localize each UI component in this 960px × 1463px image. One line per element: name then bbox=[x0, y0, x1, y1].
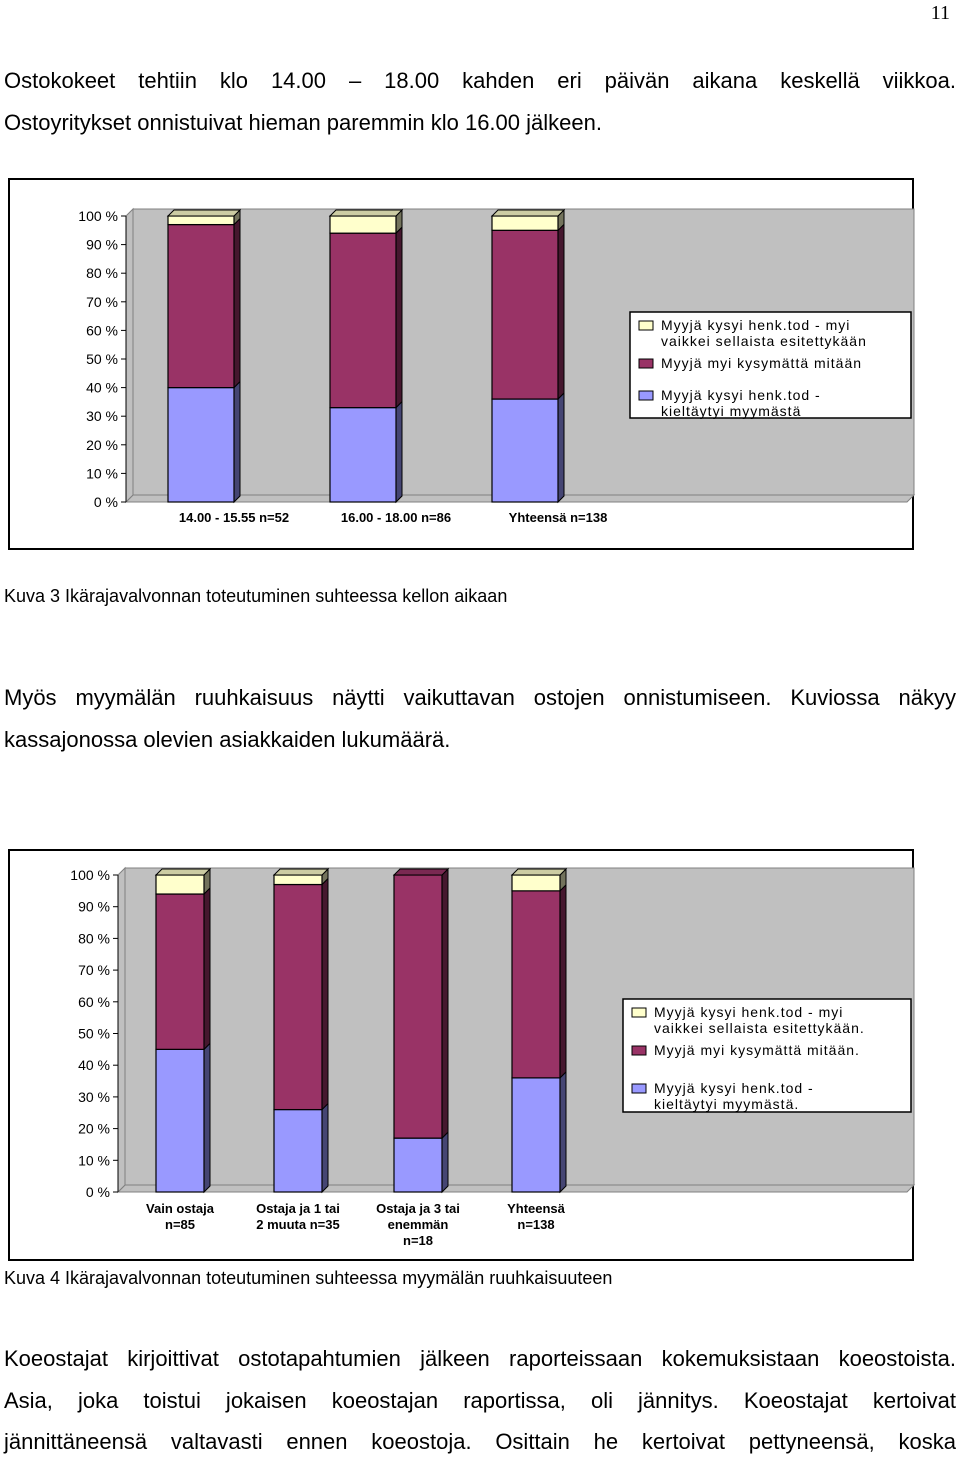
y-tick-label: 60 % bbox=[86, 322, 118, 339]
bar-side bbox=[560, 1072, 566, 1192]
legend-entry-line: Myyjä kysyi henk.tod - myi bbox=[661, 317, 851, 333]
chart-side-wall bbox=[126, 209, 133, 502]
x-category-line: n=18 bbox=[403, 1233, 433, 1248]
bar-segment bbox=[156, 875, 204, 894]
x-category-label bbox=[507, 1201, 566, 1232]
bar-segment bbox=[512, 1078, 560, 1192]
legend-entry bbox=[661, 317, 867, 349]
y-tick-label: 100 % bbox=[78, 208, 118, 224]
bar-segment bbox=[492, 399, 558, 502]
closing-line: jännittäneensä valtavasti ennen koeostoja. Osittain he kertoivat pettyneensä, koska bbox=[4, 1429, 956, 1454]
y-tick-label: 60 % bbox=[78, 993, 110, 1010]
y-tick-label: 20 % bbox=[78, 1120, 110, 1137]
legend-entry-line: Myyjä myi kysymättä mitään. bbox=[654, 1042, 860, 1058]
x-category-label bbox=[256, 1201, 340, 1232]
middle-line: kassajonossa olevien asiakkaiden lukumäärä. bbox=[4, 726, 451, 752]
bar-side bbox=[396, 402, 402, 502]
bar-side bbox=[204, 888, 210, 1049]
intro-paragraph bbox=[4, 60, 956, 143]
x-category-label bbox=[146, 1201, 215, 1232]
bar-top bbox=[512, 869, 566, 875]
chart-side-wall bbox=[118, 868, 125, 1192]
y-tick-label: 0 % bbox=[85, 1184, 110, 1200]
bar-segment bbox=[512, 875, 560, 891]
bar-top bbox=[330, 210, 402, 216]
bar-segment bbox=[330, 233, 396, 407]
bar-side bbox=[558, 224, 564, 399]
bar-top bbox=[394, 869, 448, 875]
y-tick-label: 30 % bbox=[86, 408, 118, 425]
legend-swatch bbox=[632, 1008, 646, 1017]
x-category-line: Ostaja ja 3 tai bbox=[376, 1201, 460, 1216]
bar-side bbox=[234, 382, 240, 502]
y-tick-label: 80 % bbox=[86, 265, 118, 282]
bar-side bbox=[204, 1043, 210, 1192]
closing-line: Koeostajat kirjoittivat ostotapahtumien jälkeen raporteissaan kokemuksistaan koeostoista. bbox=[4, 1346, 956, 1371]
x-category-label bbox=[376, 1201, 460, 1248]
legend-swatch bbox=[632, 1084, 646, 1093]
x-category-line: enemmän bbox=[387, 1217, 449, 1232]
legend-entry-line: vaikkei sellaista esitettykään. bbox=[654, 1020, 865, 1036]
bar-segment bbox=[274, 885, 322, 1110]
chart1-plot bbox=[10, 180, 916, 552]
legend-entry-line: Myyjä kysyi henk.tod - bbox=[661, 387, 821, 403]
bar-top bbox=[492, 210, 564, 216]
bar-top bbox=[274, 869, 328, 875]
y-tick-label: 80 % bbox=[78, 930, 110, 947]
x-category-line: Yhteensä n=138 bbox=[508, 510, 608, 525]
bar-segment bbox=[492, 216, 558, 230]
x-category-line: Vain ostaja bbox=[146, 1201, 214, 1216]
bar-side bbox=[322, 1104, 328, 1192]
legend-entry bbox=[654, 1042, 860, 1058]
y-tick-label: 40 % bbox=[86, 379, 118, 396]
legend-entry bbox=[661, 355, 862, 371]
closing-line: Asia, joka toistui jokaisen koeostajan raportissa, oli jännitys. Koeostajat kertoivat bbox=[4, 1387, 956, 1413]
y-tick-label: 30 % bbox=[78, 1088, 110, 1105]
x-category-line: 14.00 - 15.55 n=52 bbox=[178, 510, 290, 525]
y-tick-label: 50 % bbox=[86, 351, 118, 367]
legend-swatch bbox=[639, 391, 653, 400]
y-tick-label: 10 % bbox=[78, 1152, 110, 1169]
bar-segment bbox=[394, 1138, 442, 1192]
x-category-line: 2 muuta n=35 bbox=[256, 1217, 340, 1232]
chart-crowdedness bbox=[8, 849, 914, 1261]
bar-side bbox=[396, 227, 402, 407]
y-tick-label: 90 % bbox=[86, 236, 118, 253]
x-category-label bbox=[179, 510, 289, 525]
y-tick-label: 10 % bbox=[86, 465, 118, 482]
figure-caption-4: Kuva 4 Ikärajavalvonnan toteutuminen suhteessa myymälän ruuhkaisuuteen bbox=[4, 1268, 613, 1288]
bar-segment bbox=[168, 388, 234, 502]
y-tick-label: 40 % bbox=[78, 1057, 110, 1074]
bar-side bbox=[442, 1132, 448, 1192]
legend-entry-line: kieltäytyi myymästä. bbox=[654, 1096, 800, 1112]
intro-line: Ostokokeet tehtiin klo 14.00 – 18.00 kahden eri päivän aikana keskellä viikkoa. bbox=[4, 68, 956, 93]
chart2-plot bbox=[10, 851, 916, 1263]
y-tick-label: 50 % bbox=[78, 1025, 110, 1042]
figure-caption-3: Kuva 3 Ikärajavalvonnan toteutuminen suhteessa kellon aikaan bbox=[4, 586, 508, 606]
legend-entry-line: vaikkei sellaista esitettykään bbox=[661, 333, 867, 349]
middle-line: Myös myymälän ruuhkaisuus näytti vaikuttavan ostojen onnistumiseen. Kuviossa näkyy bbox=[4, 685, 956, 710]
legend-swatch bbox=[639, 359, 653, 368]
y-tick-label: 70 % bbox=[78, 962, 110, 979]
bar-segment bbox=[394, 875, 442, 1138]
x-category-label bbox=[341, 510, 451, 525]
chart-time-of-day bbox=[8, 178, 914, 550]
x-category-line: Yhteensä bbox=[507, 1201, 565, 1216]
bar-side bbox=[234, 219, 240, 388]
bar-segment bbox=[330, 216, 396, 233]
bar-side bbox=[442, 869, 448, 1138]
legend-entry bbox=[654, 1004, 865, 1036]
bar-side bbox=[322, 879, 328, 1110]
x-category-line: Ostaja ja 1 tai bbox=[256, 1201, 340, 1216]
legend-entry-line: Myyjä myi kysymättä mitään bbox=[661, 355, 863, 371]
legend-swatch bbox=[632, 1046, 646, 1055]
bar-segment bbox=[512, 891, 560, 1078]
x-category-line: n=138 bbox=[517, 1217, 555, 1232]
y-tick-label: 100 % bbox=[70, 867, 110, 883]
page-number: 11 bbox=[930, 2, 950, 24]
x-category-label bbox=[509, 510, 608, 525]
bar-segment bbox=[156, 894, 204, 1049]
x-category-line: 16.00 - 18.00 n=86 bbox=[340, 510, 452, 525]
bar-segment bbox=[168, 225, 234, 388]
bar-segment bbox=[274, 875, 322, 885]
legend-entry bbox=[654, 1080, 814, 1112]
legend-entry bbox=[661, 387, 821, 419]
middle-paragraph bbox=[4, 677, 956, 760]
y-tick-label: 20 % bbox=[86, 436, 118, 453]
bar-segment bbox=[168, 216, 234, 225]
intro-line: Ostoyritykset onnistuivat hieman paremmin klo 16.00 jälkeen. bbox=[4, 109, 602, 135]
bar-segment bbox=[274, 1110, 322, 1192]
closing-paragraph bbox=[4, 1338, 956, 1463]
y-tick-label: 0 % bbox=[93, 494, 118, 510]
bar-segment bbox=[492, 230, 558, 399]
legend-entry-line: Myyjä kysyi henk.tod - myi bbox=[654, 1004, 844, 1020]
legend-swatch bbox=[639, 321, 653, 330]
y-tick-label: 90 % bbox=[78, 898, 110, 915]
bar-top bbox=[168, 210, 240, 216]
bar-segment bbox=[330, 408, 396, 502]
bar-side bbox=[558, 393, 564, 502]
bar-segment bbox=[156, 1049, 204, 1192]
legend-entry-line: kieltäytyi myymästä bbox=[661, 403, 802, 419]
x-category-line: n=85 bbox=[165, 1217, 195, 1232]
y-tick-label: 70 % bbox=[86, 293, 118, 310]
bar-top bbox=[156, 869, 210, 875]
legend-entry-line: Myyjä kysyi henk.tod - bbox=[654, 1080, 814, 1096]
bar-side bbox=[560, 885, 566, 1078]
